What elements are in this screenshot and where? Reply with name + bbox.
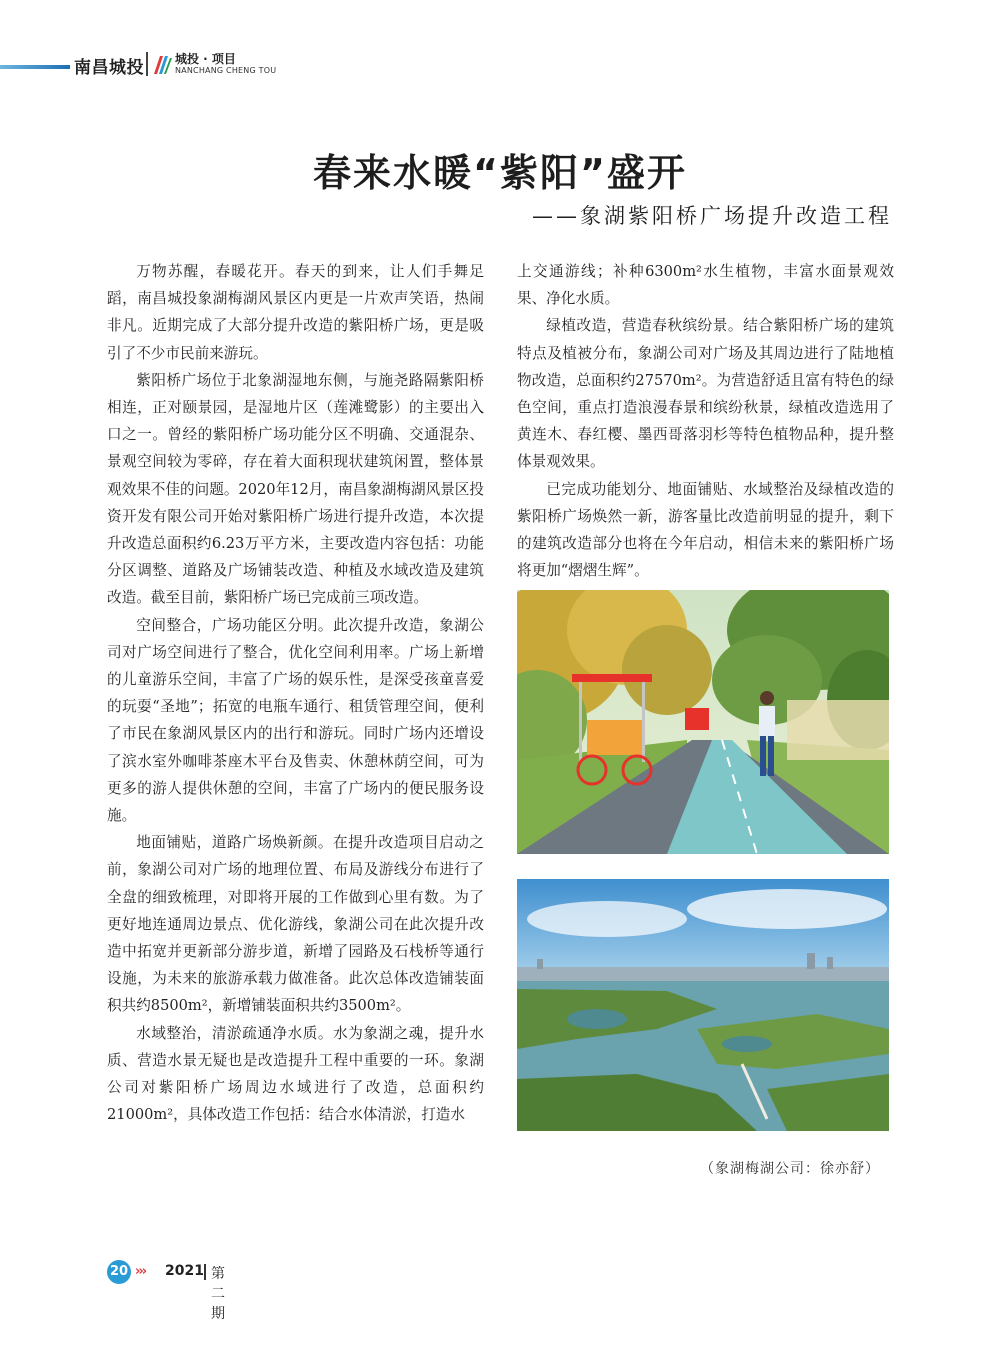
section-label-en: NANCHANG CHENG TOU: [175, 66, 277, 75]
header-divider: [146, 52, 148, 76]
running-header: [0, 44, 1000, 84]
photo-credit: （象湖梅湖公司：徐亦舒）: [700, 1161, 880, 1177]
chengtou-logo-icon: [152, 52, 172, 76]
chevron-arrows-icon: ›››: [135, 1264, 146, 1279]
paragraph: 空间整合，广场功能区分明。此次提升改造，象湖公司对广场空间进行了整合，优化空间利用率。广场上新增的儿童游乐空间，丰富了广场的娱乐性，是深受孩童喜爱的玩耍“圣地”；拓宽的电瓶车通行、租赁管理空间，便利了市民在象湖风景区内的出行和游玩。同时广场内还增设了滨水室外咖啡茶座木平台及售卖、休憩林荫空间，可为更多的游人提供休憩的空间，丰富了广场内的便民服务设施。: [107, 616, 484, 825]
magazine-brand: 南昌城投: [74, 58, 144, 78]
body-column-right: [517, 258, 894, 584]
page-number: 20: [107, 1260, 131, 1284]
section-label: 城投 · 项目: [175, 52, 236, 66]
paragraph: 已完成功能划分、地面铺贴、水域整治及绿植改造的紫阳桥广场焕然一新，游客量比改造前明显的提升，剩下的建筑改造部分也将在今年启动，相信未来的紫阳桥广场将更加“熠熠生辉”。: [517, 480, 894, 580]
photo-park-path: [517, 590, 889, 854]
paragraph: 紫阳桥广场位于北象湖湿地东侧，与施尧路隔紫阳桥相连，正对颐景园，是湿地片区（莲滩鹭影）的主要出入口之一。曾经的紫阳桥广场功能分区不明确、交通混杂、景观空间较为零碎，存在着大面积现状建筑闲置，整体景观效果不佳的问题。2020年12月，南昌象湖梅湖风景区投资开发有限公司开始对紫阳桥广场进行提升改造，本次提升改造总面积约6.23万平方米，主要改造内容包括：功能分区调整、道路及广场铺装改造、种植及水域改造及建筑改造。截至目前，紫阳桥广场已完成前三项改造。: [107, 371, 484, 607]
body-column-left: [107, 258, 484, 1129]
photo-aerial-lake: [517, 879, 889, 1131]
article-subtitle: ——象湖紫阳桥广场提升改造工程: [532, 204, 892, 228]
paragraph: 万物苏醒，春暖花开。春天的到来，让人们手舞足蹈，南昌城投象湖梅湖风景区内更是一片欢声笑语，热闹非凡。近期完成了大部分提升改造的紫阳桥广场，更是吸引了不少市民前来游玩。: [107, 263, 484, 362]
paragraph: 绿植改造，营造春秋缤纷景。结合紫阳桥广场的建筑特点及植被分布，象湖公司对广场及其周边进行了陆地植物改造，总面积约27570m²。为营造舒适且富有特色的绿色空间，重点打造浪漫春景和缤纷秋景，绿植改造选用了黄连木、春红樱、墨西哥落羽杉等特色植物品种，提升整体景观效果。: [517, 317, 894, 471]
paragraph: 地面铺贴，道路广场焕新颜。在提升改造项目启动之前，象湖公司对广场的地理位置、布局及游线分布进行了全盘的细致梳理，对即将开展的工作做到心里有数。为了更好地连通周边景点、优化游线，象湖公司在此次提升改造中拓宽并更新部分游步道，新增了园路及石栈桥等通行设施，为未来的旅游承载力做准备。此次总体改造铺装面积共约8500m²，新增铺装面积共约3500m²。: [107, 834, 484, 1015]
issue-year: 2021: [165, 1263, 204, 1279]
paragraph: 上交通游线；补种6300m²水生植物，丰富水面景观效果、净化水质。: [517, 263, 894, 308]
issue-label: 第二期: [211, 1266, 225, 1322]
header-accent-line: [0, 65, 70, 69]
paragraph: 水域整治，清淤疏通净水质。水为象湖之魂，提升水质、营造水景无疑也是改造提升工程中重要的一环。象湖公司对紫阳桥广场周边水域进行了改造，总面积约21000m²，具体改造工作包括：结合水体清淤，打造水: [107, 1024, 484, 1124]
footer-divider: [204, 1264, 206, 1280]
article-title: 春来水暖“紫阳”盛开: [313, 151, 687, 195]
